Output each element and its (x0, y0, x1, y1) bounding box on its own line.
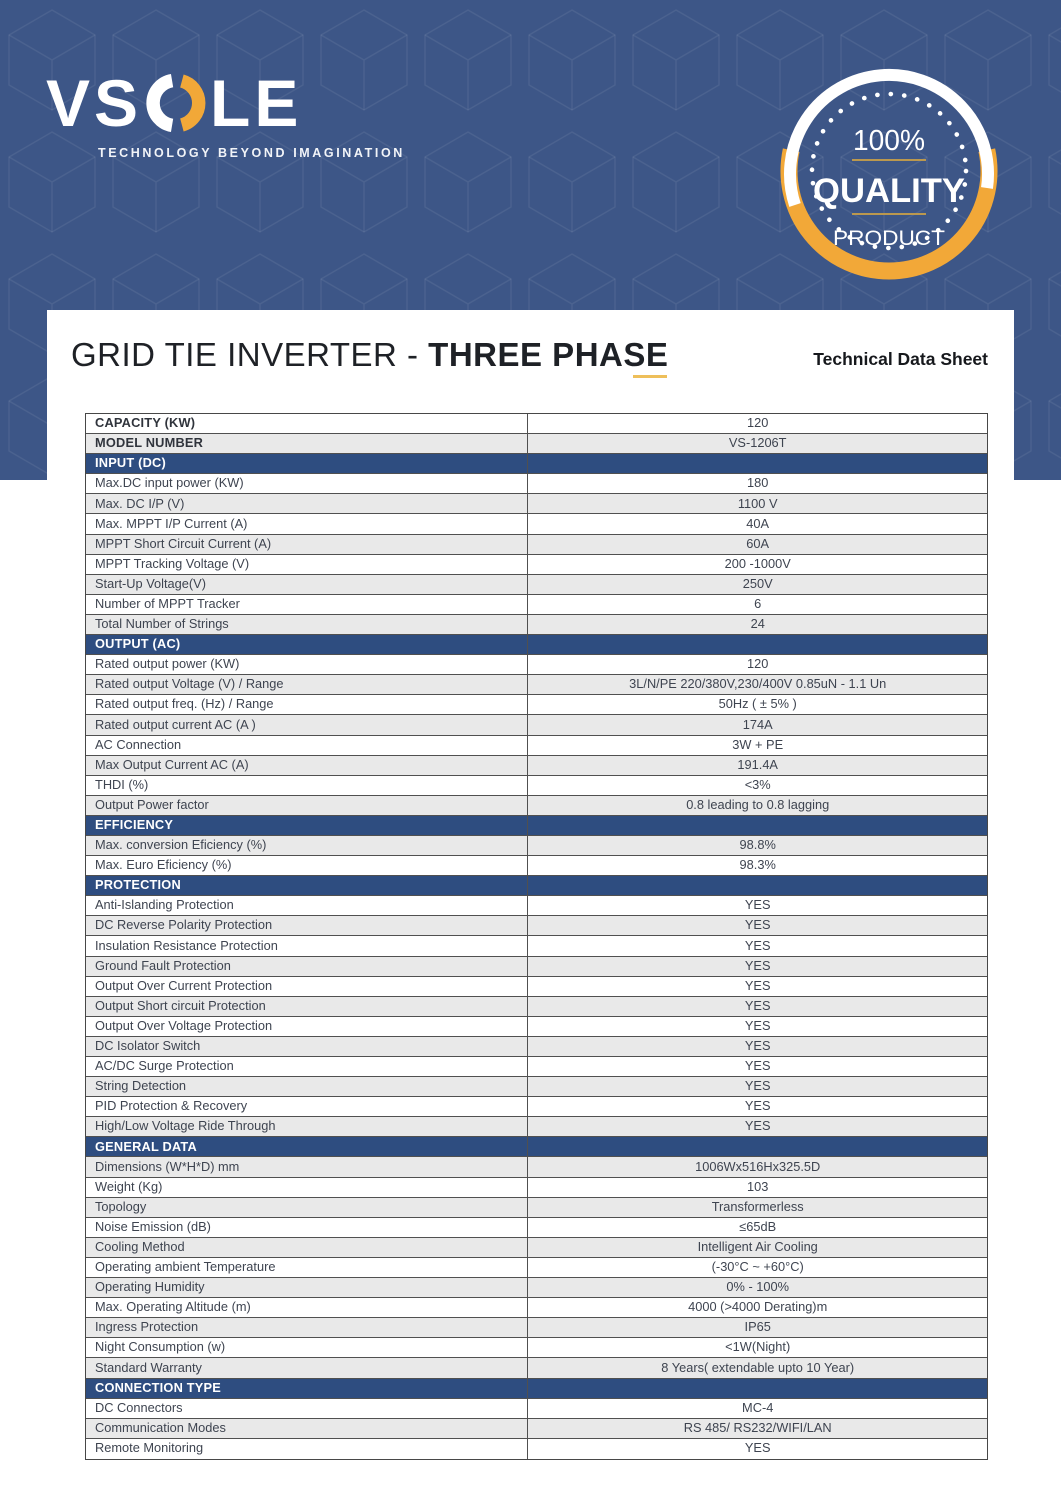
spec-row (86, 1218, 987, 1238)
spec-table (85, 413, 988, 1460)
spec-label-cell: Number of MPPT Tracker (86, 595, 528, 614)
spec-label-cell: Max. Operating Altitude (m) (86, 1298, 528, 1317)
page-title (71, 338, 668, 371)
spec-label-cell: Night Consumption (w) (86, 1338, 528, 1357)
section-header-row (86, 876, 987, 896)
spec-row (86, 836, 987, 856)
spec-value-cell: 8 Years( extendable upto 10 Year) (661, 1359, 855, 1375)
spec-value-cell: YES (744, 997, 771, 1013)
spec-label-cell: Ground Fault Protection (86, 957, 528, 976)
spec-label-cell: High/Low Voltage Ride Through (86, 1117, 528, 1136)
spec-value-cell: YES (744, 1078, 771, 1094)
section-title: INPUT (DC) (86, 454, 528, 473)
spec-row (86, 655, 987, 675)
spec-label-cell: Rated output Voltage (V) / Range (86, 675, 528, 694)
spec-label-cell: Remote Monitoring (86, 1439, 528, 1459)
spec-label-cell: Rated output power (KW) (86, 655, 528, 674)
spec-label-cell: Max. Euro Eficiency (%) (86, 856, 528, 875)
spec-value-cell: 24 (750, 616, 765, 632)
section-header-row (86, 635, 987, 655)
spec-value-cell (528, 635, 987, 654)
section-title: OUTPUT (AC) (86, 635, 528, 654)
spec-label-cell: Dimensions (W*H*D) mm (86, 1157, 528, 1176)
spec-label-cell: Total Number of Strings (86, 615, 528, 634)
section-header-row (86, 1379, 987, 1399)
spec-label-cell: Weight (Kg) (86, 1178, 528, 1197)
spec-value-cell: YES (744, 1098, 771, 1114)
spec-value-cell: VS-1206T (728, 435, 787, 451)
spec-value-cell: 98.8% (739, 837, 776, 853)
spec-value-cell: YES (744, 977, 771, 993)
spec-label-cell: Max.DC input power (KW) (86, 474, 528, 493)
section-header-row (86, 816, 987, 836)
logo-o-ring-icon (145, 72, 207, 134)
spec-value-cell: 3L/N/PE 220/380V,230/400V 0.85uN - 1.1 Un (629, 676, 887, 692)
spec-label-cell: Output Short circuit Protection (86, 997, 528, 1016)
badge-product-label: PRODUCT (833, 227, 946, 250)
spec-value-cell (528, 876, 987, 895)
spec-row (86, 575, 987, 595)
spec-label-cell: Max. conversion Eficiency (%) (86, 836, 528, 855)
section-header-row (86, 1137, 987, 1157)
spec-value-cell (528, 1137, 987, 1156)
title-bar (71, 338, 988, 371)
spec-row (86, 1258, 987, 1278)
spec-value-cell: <3% (744, 776, 771, 792)
spec-row (86, 1037, 987, 1057)
spec-row (86, 675, 987, 695)
spec-value-cell: YES (744, 917, 771, 933)
spec-row (86, 957, 987, 977)
spec-row (86, 535, 987, 555)
spec-row (86, 715, 987, 735)
spec-row (86, 1419, 987, 1439)
spec-value-cell: YES (744, 937, 771, 953)
spec-label-cell: Standard Warranty (86, 1358, 528, 1377)
section-title: CONNECTION TYPE (86, 1379, 528, 1398)
spec-value-cell: 174A (742, 716, 773, 732)
spec-row (86, 1017, 987, 1037)
spec-row (86, 977, 987, 997)
spec-value-cell: YES (744, 1118, 771, 1134)
spec-value-cell: YES (744, 1038, 771, 1054)
spec-value-cell: 120 (747, 415, 769, 431)
logo-tagline: TECHNOLOGY BEYOND IMAGINATION (98, 146, 405, 160)
content-panel (47, 310, 1014, 1500)
spec-label-cell: MODEL NUMBER (86, 434, 528, 453)
spec-value-cell: 50Hz ( ± 5% ) (718, 696, 797, 712)
spec-label-cell: Cooling Method (86, 1238, 528, 1257)
spec-label-cell: Max. MPPT I/P Current (A) (86, 514, 528, 533)
spec-label-cell: Ingress Protection (86, 1318, 528, 1337)
spec-row (86, 1077, 987, 1097)
spec-label-cell: Noise Emission (dB) (86, 1218, 528, 1237)
spec-row (86, 514, 987, 534)
logo-text-left: VS (46, 66, 143, 140)
spec-label-cell: Max Output Current AC (A) (86, 756, 528, 775)
spec-label-cell: Output Power factor (86, 796, 528, 815)
spec-value-cell: Transformerless (711, 1198, 804, 1214)
spec-label-cell: DC Isolator Switch (86, 1037, 528, 1056)
spec-row (86, 1238, 987, 1258)
spec-value-cell: 200 -1000V (724, 555, 791, 571)
spec-label-cell: Insulation Resistance Protection (86, 936, 528, 955)
spec-value-cell: ≤65dB (739, 1218, 777, 1234)
spec-value-cell: RS 485/ RS232/WIFI/LAN (683, 1419, 832, 1435)
spec-row (86, 1157, 987, 1177)
spec-row (86, 615, 987, 635)
section-header-row (86, 454, 987, 474)
spec-label-cell: THDI (%) (86, 776, 528, 795)
spec-value-cell (528, 454, 987, 473)
spec-value-cell: MC-4 (742, 1399, 774, 1415)
spec-label-cell: MPPT Short Circuit Current (A) (86, 535, 528, 554)
spec-row (86, 936, 987, 956)
spec-label-cell: AC Connection (86, 736, 528, 755)
spec-label-cell: Operating Humidity (86, 1278, 528, 1297)
spec-row (86, 776, 987, 796)
spec-value-cell: 103 (747, 1178, 769, 1194)
spec-row (86, 796, 987, 816)
spec-label-cell: Operating ambient Temperature (86, 1258, 528, 1277)
spec-row (86, 756, 987, 776)
spec-row (86, 555, 987, 575)
spec-value-cell: (-30°C ~ +60°C) (711, 1259, 804, 1275)
spec-value-cell: 3W + PE (732, 736, 784, 752)
spec-value-cell: IP65 (744, 1319, 771, 1335)
spec-label-cell: DC Connectors (86, 1399, 528, 1418)
spec-row (86, 736, 987, 756)
spec-label-cell: Communication Modes (86, 1419, 528, 1438)
spec-value-cell: 60A (746, 535, 770, 551)
badge-quality-label: QUALITY (813, 172, 966, 210)
spec-label-cell: DC Reverse Polarity Protection (86, 916, 528, 935)
spec-value-cell: 180 (747, 475, 769, 491)
spec-value-cell: YES (744, 1017, 771, 1033)
spec-label-cell: Topology (86, 1198, 528, 1217)
logo-text-right: LE (210, 66, 303, 140)
spec-row (86, 1278, 987, 1298)
spec-value-cell: <1W(Night) (725, 1339, 791, 1355)
spec-row (86, 1198, 987, 1218)
section-title: GENERAL DATA (86, 1137, 528, 1156)
spec-row (86, 595, 987, 615)
spec-value-cell: 40A (746, 515, 770, 531)
spec-label-cell: Anti-Islanding Protection (86, 896, 528, 915)
spec-row (86, 1117, 987, 1137)
spec-row (86, 997, 987, 1017)
spec-label-cell: CAPACITY (KW) (86, 414, 528, 433)
spec-label-cell: MPPT Tracking Voltage (V) (86, 555, 528, 574)
spec-value-cell: YES (744, 1440, 771, 1456)
spec-row (86, 1298, 987, 1318)
spec-value-cell: 6 (754, 595, 762, 611)
spec-row (86, 474, 987, 494)
spec-row (86, 1439, 987, 1459)
spec-label-cell: Rated output freq. (Hz) / Range (86, 695, 528, 714)
spec-label-cell: String Detection (86, 1077, 528, 1096)
section-title: EFFICIENCY (86, 816, 528, 835)
spec-value-cell: 0% - 100% (726, 1279, 789, 1295)
spec-value-cell: 0.8 leading to 0.8 lagging (686, 796, 830, 812)
spec-value-cell: 1006Wx516Hx325.5D (695, 1158, 821, 1174)
spec-value-cell: Intelligent Air Cooling (697, 1238, 818, 1254)
spec-row (86, 856, 987, 876)
spec-row (86, 695, 987, 715)
vsole-logo (46, 66, 405, 160)
spec-label-cell: PID Protection & Recovery (86, 1097, 528, 1116)
spec-row (86, 494, 987, 514)
spec-row (86, 1399, 987, 1419)
spec-row (86, 1338, 987, 1358)
section-title: PROTECTION (86, 876, 528, 895)
badge-100-label: 100% (853, 125, 925, 157)
spec-row (86, 1318, 987, 1338)
spec-value-cell: YES (744, 1058, 771, 1074)
page-title-regular: GRID TIE INVERTER - (71, 336, 429, 373)
spec-label-cell: Output Over Voltage Protection (86, 1017, 528, 1036)
page-title-bold: THREE PHASE (428, 336, 669, 373)
spec-row (86, 916, 987, 936)
spec-label-cell: Rated output current AC (A ) (86, 715, 528, 734)
spec-row (86, 1057, 987, 1077)
spec-value-cell (528, 816, 987, 835)
spec-value-cell: YES (744, 897, 771, 913)
spec-row (86, 414, 987, 434)
spec-row (86, 1178, 987, 1198)
spec-row (86, 896, 987, 916)
spec-value-cell: 4000 (>4000 Derating)m (688, 1299, 828, 1315)
spec-row (86, 434, 987, 454)
spec-value-cell: 191.4A (737, 756, 778, 772)
quality-badge-icon (779, 61, 999, 281)
spec-value-cell: 98.3% (739, 857, 776, 873)
technical-data-sheet-label: Technical Data Sheet (813, 348, 988, 369)
spec-row (86, 1097, 987, 1117)
spec-value-cell: 120 (747, 656, 769, 672)
spec-label-cell: Output Over Current Protection (86, 977, 528, 996)
spec-label-cell: Max. DC I/P (V) (86, 494, 528, 513)
spec-label-cell: AC/DC Surge Protection (86, 1057, 528, 1076)
spec-row (86, 1358, 987, 1378)
spec-value-cell: 1100 V (737, 495, 778, 511)
spec-value-cell: 250V (742, 575, 773, 591)
spec-value-cell: YES (744, 957, 771, 973)
spec-label-cell: Start-Up Voltage(V) (86, 575, 528, 594)
spec-value-cell (528, 1379, 987, 1398)
